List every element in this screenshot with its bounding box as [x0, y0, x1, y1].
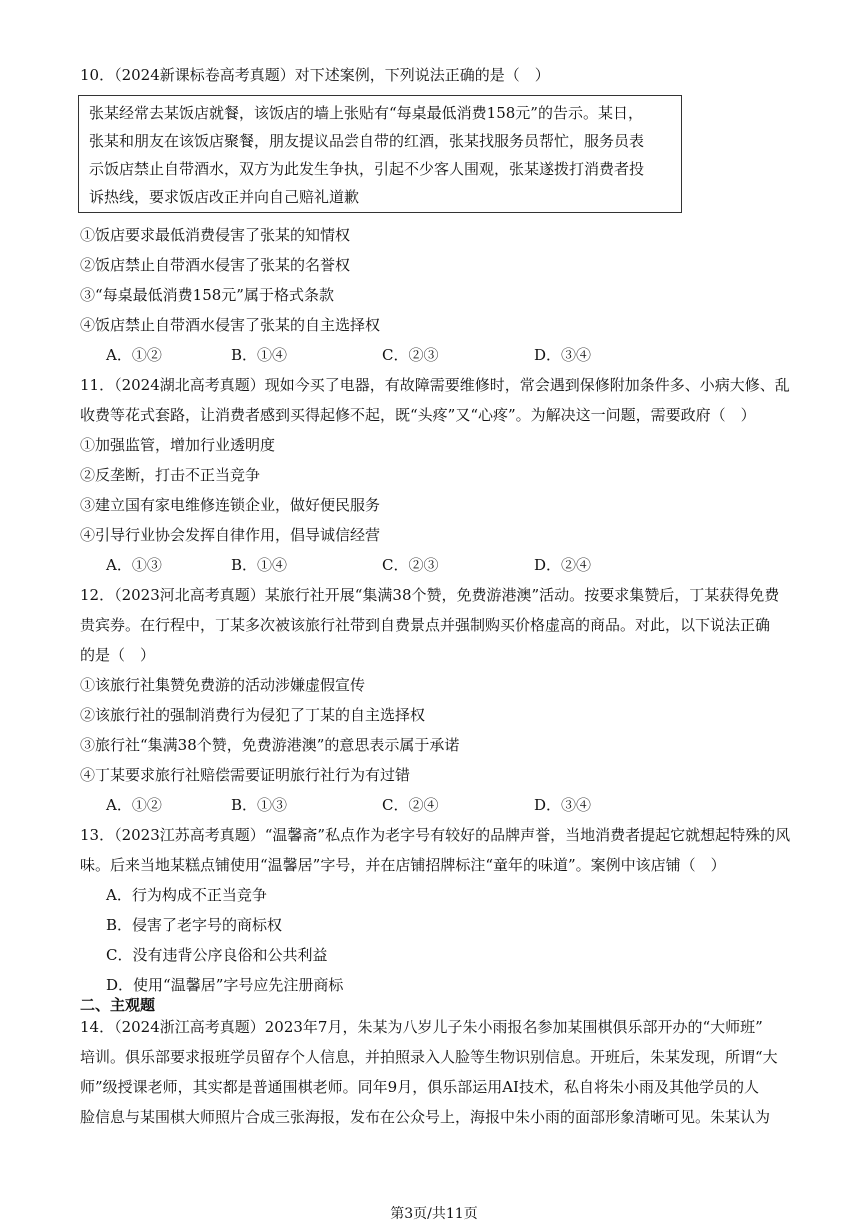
page-number: 第3页/共11页 [390, 1206, 478, 1222]
q13-option-a: A．行为构成不正当竞争 [106, 886, 267, 904]
q10-case-line-1: 张某经常去某饭店就餐，该饭店的墙上张贴有“每桌最低消费158元”的告示。某日， [89, 104, 643, 122]
q11-option-b: B．①④ [231, 556, 288, 574]
q13-stem-line-1: 13．（2023江苏高考真题）“温馨斋”私点作为老字号有较好的品牌声誉，当地消费者提起它就想起特殊的风 [80, 826, 791, 844]
q10-case-line-3: 示饭店禁止自带酒水，双方为此发生争执，引起不少客人围观，张某遂拨打消费者投 [89, 160, 645, 178]
q12-option-d: D．③④ [534, 796, 592, 814]
q11-statement-4: ④引导行业协会发挥自律作用，倡导诚信经营 [80, 526, 381, 544]
q10-case-line-4: 诉热线，要求饭店改正并向自己赔礼道歉 [89, 188, 360, 206]
q12-option-a: A．①② [106, 796, 162, 814]
q12-stem-line-2: 贵宾券。在行程中，丁某多次被该旅行社带到自费景点并强制购买价格虚高的商品。对此，以下说法正确 [80, 616, 771, 634]
q10-statement-1: ①饭店要求最低消费侵害了张某的知情权 [80, 226, 351, 244]
q10-option-d: D．③④ [534, 346, 592, 364]
q13-option-b: B．侵害了老字号的商标权 [106, 916, 283, 934]
q13-option-c: C．没有违背公序良俗和公共利益 [106, 946, 328, 964]
q10-option-b: B．①④ [231, 346, 288, 364]
q12-stem-line-1: 12．（2023河北高考真题）某旅行社开展“集满38个赞，免费游港澳”活动。按要求集赞后，丁某获得免费 [80, 586, 780, 604]
q12-statement-2: ②该旅行社的强制消费行为侵犯了丁某的自主选择权 [80, 706, 426, 724]
q11-option-a: A．①③ [106, 556, 162, 574]
q12-statement-4: ④丁某要求旅行社赔偿需要证明旅行社行为有过错 [80, 766, 411, 784]
q11-stem-line-2: 收费等花式套路，让消费者感到买得起修不起，既“头疼”又“心疼”。为解决这一问题，需要政府（ ） [80, 406, 756, 424]
q11-statement-3: ③建立国有家电维修连锁企业，做好便民服务 [80, 496, 381, 514]
q10-case-line-2: 张某和朋友在该饭店聚餐，朋友提议品尝自带的红酒，张某找服务员帮忙，服务员表 [89, 132, 645, 150]
q12-stem-line-3: 的是（ ） [80, 646, 156, 664]
q12-option-c: C．②④ [382, 796, 439, 814]
section-title-subjective: 二、主观题 [80, 996, 156, 1014]
q10-statement-3: ③“每桌最低消费158元”属于格式条款 [80, 286, 334, 304]
q10-statement-4: ④饭店禁止自带酒水侵害了张某的自主选择权 [80, 316, 381, 334]
q12-option-b: B．①③ [231, 796, 288, 814]
q14-stem-line-3: 师”级授课老师，其实都是普通围棋老师。同年9月，俱乐部运用AI技术，私自将朱小雨及其他学员的人 [80, 1078, 759, 1096]
q12-statement-3: ③旅行社“集满38个赞，免费游港澳”的意思表示属于承诺 [80, 736, 460, 754]
q10-case-box [78, 95, 682, 213]
q10-stem: 10．（2024新课标卷高考真题）对下述案例，下列说法正确的是（ ） [80, 66, 550, 84]
q14-stem-line-4: 脸信息与某围棋大师照片合成三张海报，发布在公众号上，海报中朱小雨的面部形象清晰可见。朱某认为 [80, 1108, 771, 1126]
q13-stem-line-2: 味。后来当地某糕点铺使用“温馨居”字号，并在店铺招牌标注“童年的味道”。案例中该店铺（ ） [80, 856, 726, 874]
q10-option-a: A．①② [106, 346, 162, 364]
q10-statement-2: ②饭店禁止自带酒水侵害了张某的名誉权 [80, 256, 351, 274]
q11-option-c: C．②③ [382, 556, 439, 574]
q11-statement-1: ①加强监管，增加行业透明度 [80, 436, 276, 454]
q11-statement-2: ②反垄断，打击不正当竞争 [80, 466, 261, 484]
q14-stem-line-2: 培训。俱乐部要求报班学员留存个人信息，并拍照录入人脸等生物识别信息。开班后，朱某发现，所谓“大 [80, 1048, 778, 1066]
q14-stem-line-1: 14．（2024浙江高考真题）2023年7月，朱某为八岁儿子朱小雨报名参加某围棋俱乐部开办的“大师班” [80, 1018, 763, 1036]
q10-option-c: C．②③ [382, 346, 439, 364]
q12-statement-1: ①该旅行社集赞免费游的活动涉嫌虚假宣传 [80, 676, 366, 694]
q11-option-d: D．②④ [534, 556, 592, 574]
q13-option-d: D．使用“温馨居”字号应先注册商标 [106, 976, 344, 994]
q11-stem-line-1: 11．（2024湖北高考真题）现如今买了电器，有故障需要维修时，常会遇到保修附加条件多、小病大修、乱 [80, 376, 790, 394]
